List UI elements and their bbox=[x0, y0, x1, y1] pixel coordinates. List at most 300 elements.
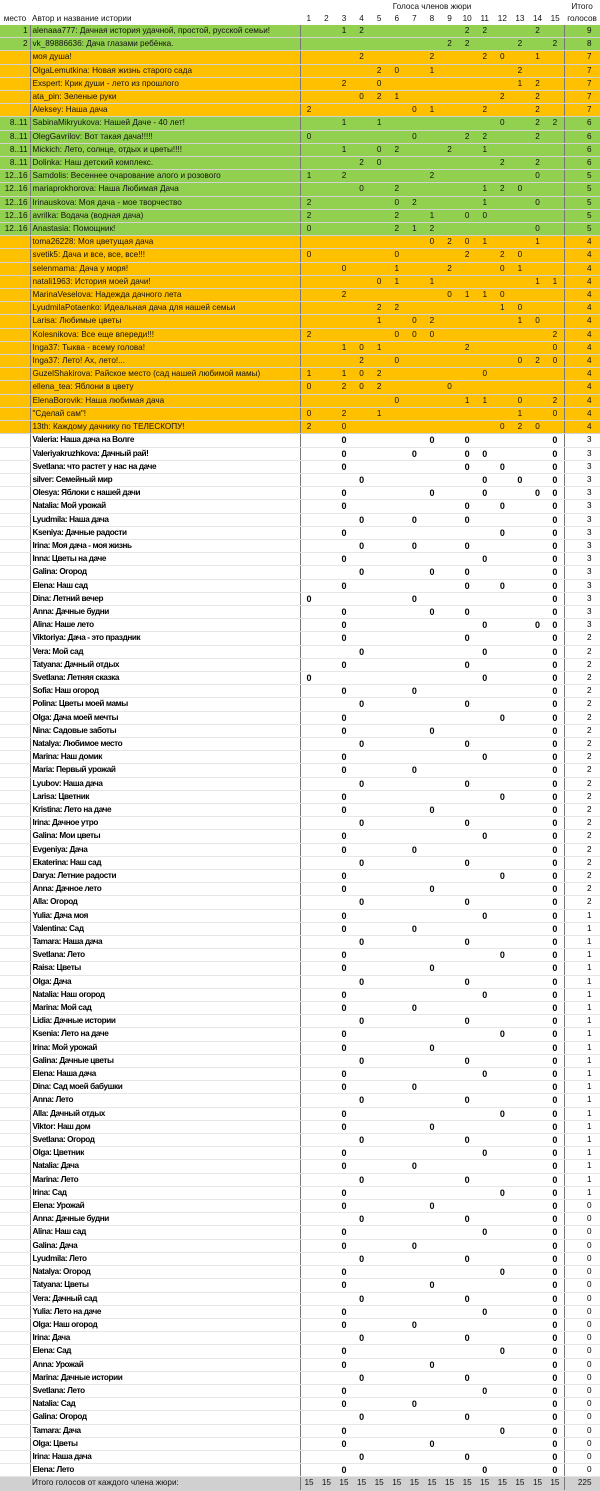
vote-cell: 0 bbox=[300, 407, 318, 420]
vote-cell bbox=[370, 104, 388, 117]
place-cell bbox=[0, 1173, 30, 1186]
total-votes-cell: 3 bbox=[564, 553, 600, 566]
vote-cell bbox=[370, 1450, 388, 1463]
vote-cell: 0 bbox=[406, 539, 424, 552]
vote-cell: 0 bbox=[546, 592, 564, 605]
vote-cell bbox=[511, 936, 529, 949]
vote-cell: 0 bbox=[423, 328, 441, 341]
story-title-cell: Anastasia: Помощник! bbox=[30, 223, 300, 236]
vote-cell bbox=[458, 421, 476, 434]
vote-cell bbox=[300, 1437, 318, 1450]
vote-cell bbox=[370, 25, 388, 38]
vote-cell: 1 bbox=[546, 275, 564, 288]
vote-cell bbox=[458, 922, 476, 935]
vote-cell bbox=[335, 896, 353, 909]
total-votes-cell: 1 bbox=[564, 1173, 600, 1186]
total-votes-cell: 2 bbox=[564, 856, 600, 869]
vote-cell bbox=[441, 922, 459, 935]
vote-cell bbox=[546, 64, 564, 77]
vote-cell bbox=[529, 671, 547, 684]
judge-total-cell: 15 bbox=[546, 1477, 564, 1490]
vote-cell bbox=[300, 1332, 318, 1345]
vote-cell bbox=[476, 896, 494, 909]
vote-cell bbox=[511, 1081, 529, 1094]
vote-cell bbox=[441, 1226, 459, 1239]
table-row bbox=[0, 487, 600, 500]
total-votes-cell: 4 bbox=[564, 315, 600, 328]
vote-cell bbox=[388, 856, 406, 869]
vote-cell bbox=[318, 1160, 336, 1173]
vote-cell bbox=[300, 302, 318, 315]
vote-cell: 0 bbox=[458, 896, 476, 909]
vote-cell: 0 bbox=[335, 447, 353, 460]
vote-cell bbox=[476, 355, 494, 368]
vote-cell bbox=[441, 473, 459, 486]
vote-cell bbox=[388, 698, 406, 711]
vote-cell bbox=[546, 381, 564, 394]
vote-cell bbox=[511, 803, 529, 816]
vote-cell bbox=[476, 407, 494, 420]
vote-cell bbox=[300, 1015, 318, 1028]
vote-cell: 0 bbox=[546, 658, 564, 671]
place-cell bbox=[0, 328, 30, 341]
total-votes-cell: 7 bbox=[564, 91, 600, 104]
vote-cell bbox=[406, 1213, 424, 1226]
vote-cell: 2 bbox=[300, 196, 318, 209]
vote-cell: 0 bbox=[335, 1226, 353, 1239]
vote-cell bbox=[335, 539, 353, 552]
table-row bbox=[0, 737, 600, 750]
vote-cell bbox=[458, 751, 476, 764]
vote-cell: 0 bbox=[546, 1464, 564, 1477]
vote-cell bbox=[388, 25, 406, 38]
total-votes-cell: 4 bbox=[564, 249, 600, 262]
total-votes-cell: 4 bbox=[564, 275, 600, 288]
vote-cell: 0 bbox=[335, 553, 353, 566]
vote-cell bbox=[318, 117, 336, 130]
vote-cell bbox=[370, 1464, 388, 1477]
vote-cell: 1 bbox=[335, 25, 353, 38]
total-votes-cell: 1 bbox=[564, 1002, 600, 1015]
vote-cell bbox=[388, 1411, 406, 1424]
vote-cell bbox=[529, 1384, 547, 1397]
vote-cell bbox=[335, 1332, 353, 1345]
vote-cell: 0 bbox=[353, 817, 371, 830]
vote-cell bbox=[511, 130, 529, 143]
vote-cell bbox=[511, 539, 529, 552]
vote-cell bbox=[494, 1450, 512, 1463]
vote-cell bbox=[370, 592, 388, 605]
table-row bbox=[0, 1041, 600, 1054]
table-row bbox=[0, 473, 600, 486]
total-votes-cell: 1 bbox=[564, 1054, 600, 1067]
vote-cell: 0 bbox=[458, 460, 476, 473]
place-cell bbox=[0, 870, 30, 883]
vote-cell bbox=[441, 183, 459, 196]
vote-cell bbox=[529, 592, 547, 605]
vote-cell bbox=[370, 1371, 388, 1384]
vote-cell: 0 bbox=[476, 368, 494, 381]
vote-cell bbox=[511, 1173, 529, 1186]
vote-cell: 0 bbox=[494, 51, 512, 64]
vote-cell: 2 bbox=[441, 262, 459, 275]
vote-cell: 2 bbox=[529, 25, 547, 38]
vote-cell: 0 bbox=[476, 209, 494, 222]
vote-cell bbox=[388, 381, 406, 394]
vote-cell bbox=[370, 737, 388, 750]
vote-cell bbox=[300, 341, 318, 354]
vote-cell bbox=[370, 658, 388, 671]
vote-cell: 0 bbox=[546, 922, 564, 935]
vote-cell bbox=[529, 1411, 547, 1424]
table-row bbox=[0, 936, 600, 949]
vote-cell bbox=[406, 381, 424, 394]
vote-cell bbox=[318, 579, 336, 592]
vote-cell bbox=[476, 1358, 494, 1371]
place-cell bbox=[0, 566, 30, 579]
vote-cell: 2 bbox=[476, 104, 494, 117]
vote-cell bbox=[353, 104, 371, 117]
vote-cell bbox=[511, 1120, 529, 1133]
place-cell bbox=[0, 355, 30, 368]
vote-cell: 2 bbox=[529, 91, 547, 104]
vote-cell bbox=[511, 513, 529, 526]
vote-cell bbox=[423, 579, 441, 592]
vote-cell bbox=[423, 1371, 441, 1384]
vote-cell: 0 bbox=[406, 315, 424, 328]
story-title-cell: Marina: Дачные истории bbox=[30, 1371, 300, 1384]
vote-cell: 0 bbox=[353, 698, 371, 711]
vote-cell: 0 bbox=[335, 751, 353, 764]
vote-cell bbox=[318, 262, 336, 275]
vote-cell: 0 bbox=[335, 1358, 353, 1371]
table-row bbox=[0, 1173, 600, 1186]
vote-cell bbox=[441, 1134, 459, 1147]
place-cell bbox=[0, 341, 30, 354]
vote-cell: 0 bbox=[458, 936, 476, 949]
vote-cell bbox=[300, 1028, 318, 1041]
vote-cell bbox=[406, 209, 424, 222]
vote-cell: 0 bbox=[494, 526, 512, 539]
table-row bbox=[0, 1464, 600, 1477]
vote-cell bbox=[423, 1068, 441, 1081]
vote-cell bbox=[511, 526, 529, 539]
vote-cell bbox=[388, 1398, 406, 1411]
vote-cell bbox=[441, 737, 459, 750]
vote-cell: 1 bbox=[511, 77, 529, 90]
vote-cell bbox=[388, 975, 406, 988]
vote-cell bbox=[441, 1081, 459, 1094]
vote-cell: 2 bbox=[511, 38, 529, 51]
vote-cell bbox=[529, 566, 547, 579]
vote-cell bbox=[300, 632, 318, 645]
vote-cell bbox=[318, 1107, 336, 1120]
vote-cell bbox=[529, 1332, 547, 1345]
story-title-cell: Irina: Дача bbox=[30, 1332, 300, 1345]
vote-cell: 0 bbox=[476, 988, 494, 1001]
vote-cell bbox=[546, 289, 564, 302]
vote-cell bbox=[511, 870, 529, 883]
vote-cell bbox=[546, 368, 564, 381]
vote-cell bbox=[300, 1002, 318, 1015]
place-cell bbox=[0, 553, 30, 566]
vote-cell bbox=[529, 922, 547, 935]
vote-cell bbox=[423, 1411, 441, 1424]
vote-cell bbox=[318, 315, 336, 328]
total-header-line2: голосов bbox=[567, 14, 597, 23]
vote-cell bbox=[529, 1318, 547, 1331]
vote-cell bbox=[423, 1345, 441, 1358]
vote-cell bbox=[458, 223, 476, 236]
total-votes-cell: 9 bbox=[564, 25, 600, 38]
story-title-cell: Svetlana: Лето bbox=[30, 1384, 300, 1397]
vote-cell: 2 bbox=[458, 130, 476, 143]
vote-cell bbox=[370, 975, 388, 988]
story-title-cell: Olesya: Яблоки с нашей дачи bbox=[30, 487, 300, 500]
vote-cell bbox=[458, 117, 476, 130]
vote-cell bbox=[353, 1160, 371, 1173]
vote-cell bbox=[476, 38, 494, 51]
vote-cell bbox=[318, 1398, 336, 1411]
vote-cell bbox=[441, 592, 459, 605]
total-votes-cell: 2 bbox=[564, 803, 600, 816]
place-cell bbox=[0, 1147, 30, 1160]
place-cell bbox=[0, 803, 30, 816]
vote-cell bbox=[318, 341, 336, 354]
vote-cell bbox=[458, 1345, 476, 1358]
vote-cell bbox=[494, 1239, 512, 1252]
place-cell bbox=[0, 1384, 30, 1397]
vote-cell bbox=[353, 1305, 371, 1318]
vote-cell: 0 bbox=[335, 1279, 353, 1292]
vote-cell bbox=[511, 1015, 529, 1028]
story-title-cell: Natalia: Наш огород bbox=[30, 988, 300, 1001]
vote-cell bbox=[441, 751, 459, 764]
vote-cell: 0 bbox=[353, 1213, 371, 1226]
table-row bbox=[0, 170, 600, 183]
vote-cell bbox=[388, 1279, 406, 1292]
table-row bbox=[0, 711, 600, 724]
vote-cell: 0 bbox=[494, 262, 512, 275]
total-votes-cell: 3 bbox=[564, 434, 600, 447]
place-cell bbox=[0, 737, 30, 750]
vote-cell bbox=[476, 579, 494, 592]
vote-cell: 1 bbox=[511, 315, 529, 328]
total-votes-cell: 2 bbox=[564, 658, 600, 671]
vote-cell: 2 bbox=[388, 143, 406, 156]
vote-cell: 0 bbox=[353, 936, 371, 949]
total-votes-cell: 3 bbox=[564, 566, 600, 579]
vote-cell bbox=[370, 130, 388, 143]
vote-cell bbox=[388, 1002, 406, 1015]
vote-cell bbox=[388, 936, 406, 949]
vote-cell bbox=[441, 460, 459, 473]
vote-cell: 0 bbox=[546, 1054, 564, 1067]
vote-cell bbox=[458, 1081, 476, 1094]
vote-cell bbox=[476, 1094, 494, 1107]
vote-cell bbox=[335, 64, 353, 77]
vote-cell bbox=[529, 368, 547, 381]
vote-cell: 0 bbox=[546, 632, 564, 645]
vote-cell bbox=[335, 936, 353, 949]
vote-cell: 2 bbox=[423, 170, 441, 183]
table-row bbox=[0, 830, 600, 843]
vote-cell: 1 bbox=[476, 394, 494, 407]
vote-cell: 0 bbox=[406, 764, 424, 777]
vote-cell bbox=[476, 1160, 494, 1173]
vote-cell bbox=[335, 1411, 353, 1424]
vote-cell: 0 bbox=[388, 196, 406, 209]
vote-cell bbox=[318, 988, 336, 1001]
vote-cell: 1 bbox=[476, 236, 494, 249]
vote-cell bbox=[511, 460, 529, 473]
vote-cell bbox=[300, 962, 318, 975]
total-votes-cell: 5 bbox=[564, 183, 600, 196]
vote-cell bbox=[529, 394, 547, 407]
vote-cell: 0 bbox=[546, 764, 564, 777]
vote-cell: 0 bbox=[335, 1345, 353, 1358]
vote-cell bbox=[441, 870, 459, 883]
vote-cell bbox=[370, 209, 388, 222]
table-row bbox=[0, 1279, 600, 1292]
vote-cell bbox=[511, 157, 529, 170]
place-cell bbox=[0, 975, 30, 988]
vote-cell: 0 bbox=[546, 909, 564, 922]
vote-cell: 0 bbox=[458, 1332, 476, 1345]
vote-cell bbox=[476, 949, 494, 962]
vote-cell: 0 bbox=[353, 1332, 371, 1345]
vote-cell bbox=[458, 262, 476, 275]
vote-cell bbox=[511, 447, 529, 460]
vote-cell bbox=[476, 513, 494, 526]
vote-cell bbox=[300, 803, 318, 816]
vote-cell: 2 bbox=[388, 302, 406, 315]
total-votes-cell: 7 bbox=[564, 104, 600, 117]
vote-cell bbox=[476, 1173, 494, 1186]
vote-cell bbox=[353, 1398, 371, 1411]
total-votes-cell: 2 bbox=[564, 632, 600, 645]
vote-cell bbox=[335, 130, 353, 143]
vote-cell bbox=[494, 764, 512, 777]
vote-cell bbox=[406, 777, 424, 790]
vote-cell bbox=[353, 315, 371, 328]
vote-cell: 0 bbox=[546, 487, 564, 500]
vote-cell bbox=[370, 460, 388, 473]
place-cell bbox=[0, 1081, 30, 1094]
vote-cell bbox=[441, 1200, 459, 1213]
vote-cell: 0 bbox=[458, 566, 476, 579]
vote-cell bbox=[406, 1411, 424, 1424]
vote-cell: 2 bbox=[529, 104, 547, 117]
vote-cell bbox=[441, 25, 459, 38]
vote-cell bbox=[300, 25, 318, 38]
vote-cell bbox=[441, 817, 459, 830]
vote-cell: 2 bbox=[423, 223, 441, 236]
place-cell bbox=[0, 658, 30, 671]
place-cell bbox=[0, 671, 30, 684]
vote-cell bbox=[370, 1134, 388, 1147]
vote-cell: 0 bbox=[546, 1292, 564, 1305]
vote-cell bbox=[511, 988, 529, 1001]
vote-cell bbox=[494, 909, 512, 922]
judge-total-cell: 15 bbox=[318, 1477, 336, 1490]
vote-cell: 0 bbox=[353, 513, 371, 526]
vote-cell bbox=[476, 328, 494, 341]
vote-cell bbox=[441, 698, 459, 711]
vote-cell bbox=[388, 764, 406, 777]
table-row bbox=[0, 421, 600, 434]
vote-cell bbox=[300, 289, 318, 302]
vote-cell bbox=[511, 1028, 529, 1041]
vote-cell bbox=[300, 1186, 318, 1199]
vote-cell: 1 bbox=[423, 275, 441, 288]
vote-cell bbox=[388, 117, 406, 130]
story-title-cell: Tamara: Дача bbox=[30, 1424, 300, 1437]
judge-total-cell: 15 bbox=[494, 1477, 512, 1490]
vote-cell bbox=[529, 909, 547, 922]
vote-cell: 0 bbox=[546, 355, 564, 368]
vote-cell: 0 bbox=[546, 711, 564, 724]
place-cell bbox=[0, 1345, 30, 1358]
vote-cell bbox=[300, 988, 318, 1001]
vote-cell: 0 bbox=[353, 1371, 371, 1384]
vote-cell bbox=[511, 1384, 529, 1397]
vote-cell bbox=[529, 249, 547, 262]
vote-cell bbox=[494, 1147, 512, 1160]
total-votes-cell: 7 bbox=[564, 77, 600, 90]
total-votes-cell: 0 bbox=[564, 1371, 600, 1384]
vote-cell bbox=[388, 1305, 406, 1318]
vote-cell: 0 bbox=[529, 421, 547, 434]
vote-cell: 0 bbox=[335, 460, 353, 473]
vote-cell bbox=[406, 856, 424, 869]
vote-cell bbox=[476, 1252, 494, 1265]
vote-cell bbox=[300, 64, 318, 77]
place-cell bbox=[0, 1186, 30, 1199]
vote-cell bbox=[370, 566, 388, 579]
vote-cell bbox=[511, 25, 529, 38]
vote-cell: 0 bbox=[335, 803, 353, 816]
table-row bbox=[0, 209, 600, 222]
total-votes-cell: 6 bbox=[564, 117, 600, 130]
vote-cell bbox=[318, 302, 336, 315]
vote-cell bbox=[318, 1239, 336, 1252]
vote-cell bbox=[388, 922, 406, 935]
vote-cell bbox=[511, 724, 529, 737]
vote-cell bbox=[441, 790, 459, 803]
vote-cell bbox=[494, 394, 512, 407]
vote-cell bbox=[388, 1028, 406, 1041]
vote-cell: 0 bbox=[546, 1068, 564, 1081]
total-votes-cell: 0 bbox=[564, 1450, 600, 1463]
vote-cell bbox=[458, 843, 476, 856]
vote-cell bbox=[300, 883, 318, 896]
vote-cell bbox=[388, 724, 406, 737]
vote-cell bbox=[370, 909, 388, 922]
vote-cell: 2 bbox=[300, 328, 318, 341]
story-title-cell: Anna: Дачное лето bbox=[30, 883, 300, 896]
vote-cell: 1 bbox=[476, 143, 494, 156]
total-votes-cell: 8 bbox=[564, 38, 600, 51]
vote-cell: 1 bbox=[300, 368, 318, 381]
vote-cell bbox=[318, 526, 336, 539]
vote-cell bbox=[529, 38, 547, 51]
table-row bbox=[0, 645, 600, 658]
total-votes-cell: 1 bbox=[564, 1160, 600, 1173]
table-row bbox=[0, 685, 600, 698]
total-votes-cell: 4 bbox=[564, 394, 600, 407]
vote-cell bbox=[300, 77, 318, 90]
